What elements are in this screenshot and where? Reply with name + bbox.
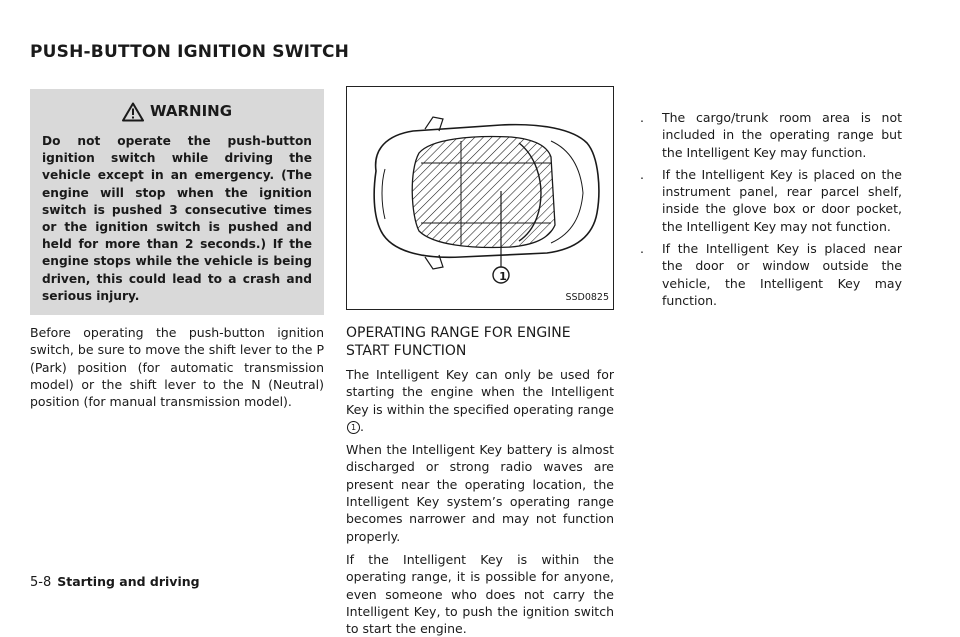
page-number: 5-8 [30,575,52,590]
list-item [640,166,902,235]
column-right [640,89,902,309]
callout-ref-1: 1 [347,421,360,434]
section-heading [346,324,614,360]
page-footer [30,574,200,590]
paragraph-2: When the Intelligent Key battery is almost discharged or strong radio waves are present near the operating location, the Intelligent Key system’s operating range becomes narrower and may not function properly. [346,442,614,544]
warning-text: Do not operate the push-button ignition switch while driving the vehicle except in an emergency. (The engine will stop when the ignition switch is pushed 3 consecutive times or the ignition switch is pushed and held for more than 2 seconds.) If the engine stops while the vehicle is being driven, this could lead to a crash and serious injury. [42,134,312,303]
section-heading-line2: START FUNCTION [346,343,467,359]
car-top-view-illustration [351,91,609,291]
intro-paragraph: Before operating the push-button ignition switch, be sure to move the shift lever to the P (Park) position (for automatic transmission model) or the shift lever to the N (Neutral) position (for manual transmission model). [30,325,324,410]
column-middle [346,86,614,637]
list-item-text: If the Intelligent Key is placed on the instrument panel, rear parcel shelf, inside the glove box or door pocket, the Intelligent Key may not function. [662,166,902,234]
paragraph-1-end: . [360,418,364,434]
paragraph-1 [346,366,614,435]
operating-range-figure [346,86,614,310]
section-heading-line1: OPERATING RANGE FOR ENGINE [346,325,571,341]
section-name: Starting and driving [57,574,200,589]
warning-box [30,89,324,315]
list-item [640,109,902,161]
bullet-marker: . [640,110,644,125]
list-item-text: If the Intelligent Key is placed near the door or window outside the vehicle, the Intelligent Key may function. [662,241,902,308]
page-heading: PUSH-BUTTON IGNITION SWITCH [30,42,350,62]
column-left [30,89,324,411]
bullet-marker: . [640,241,644,257]
bullet-list [640,109,902,309]
bullet-marker: . [640,166,644,182]
callout-number: 1 [499,270,507,283]
warning-title: WARNING [149,102,233,121]
warning-header [42,99,312,125]
list-item [640,240,902,309]
paragraph-1-text: The Intelligent Key can only be used for starting the engine when the Intelligent Key is within the specified operating range [346,367,614,417]
list-item-text: The cargo/trunk room area is not included in the operating range but the Intelligent Key may function. [662,110,902,160]
paragraph-3: If the Intelligent Key is within the operating range, it is possible for anyone, even someone who does not carry the Intelligent Key, to push the ignition switch to start the engine. [346,551,614,637]
figure-id: SSD0825 [565,291,609,303]
warning-triangle-icon [122,102,144,122]
